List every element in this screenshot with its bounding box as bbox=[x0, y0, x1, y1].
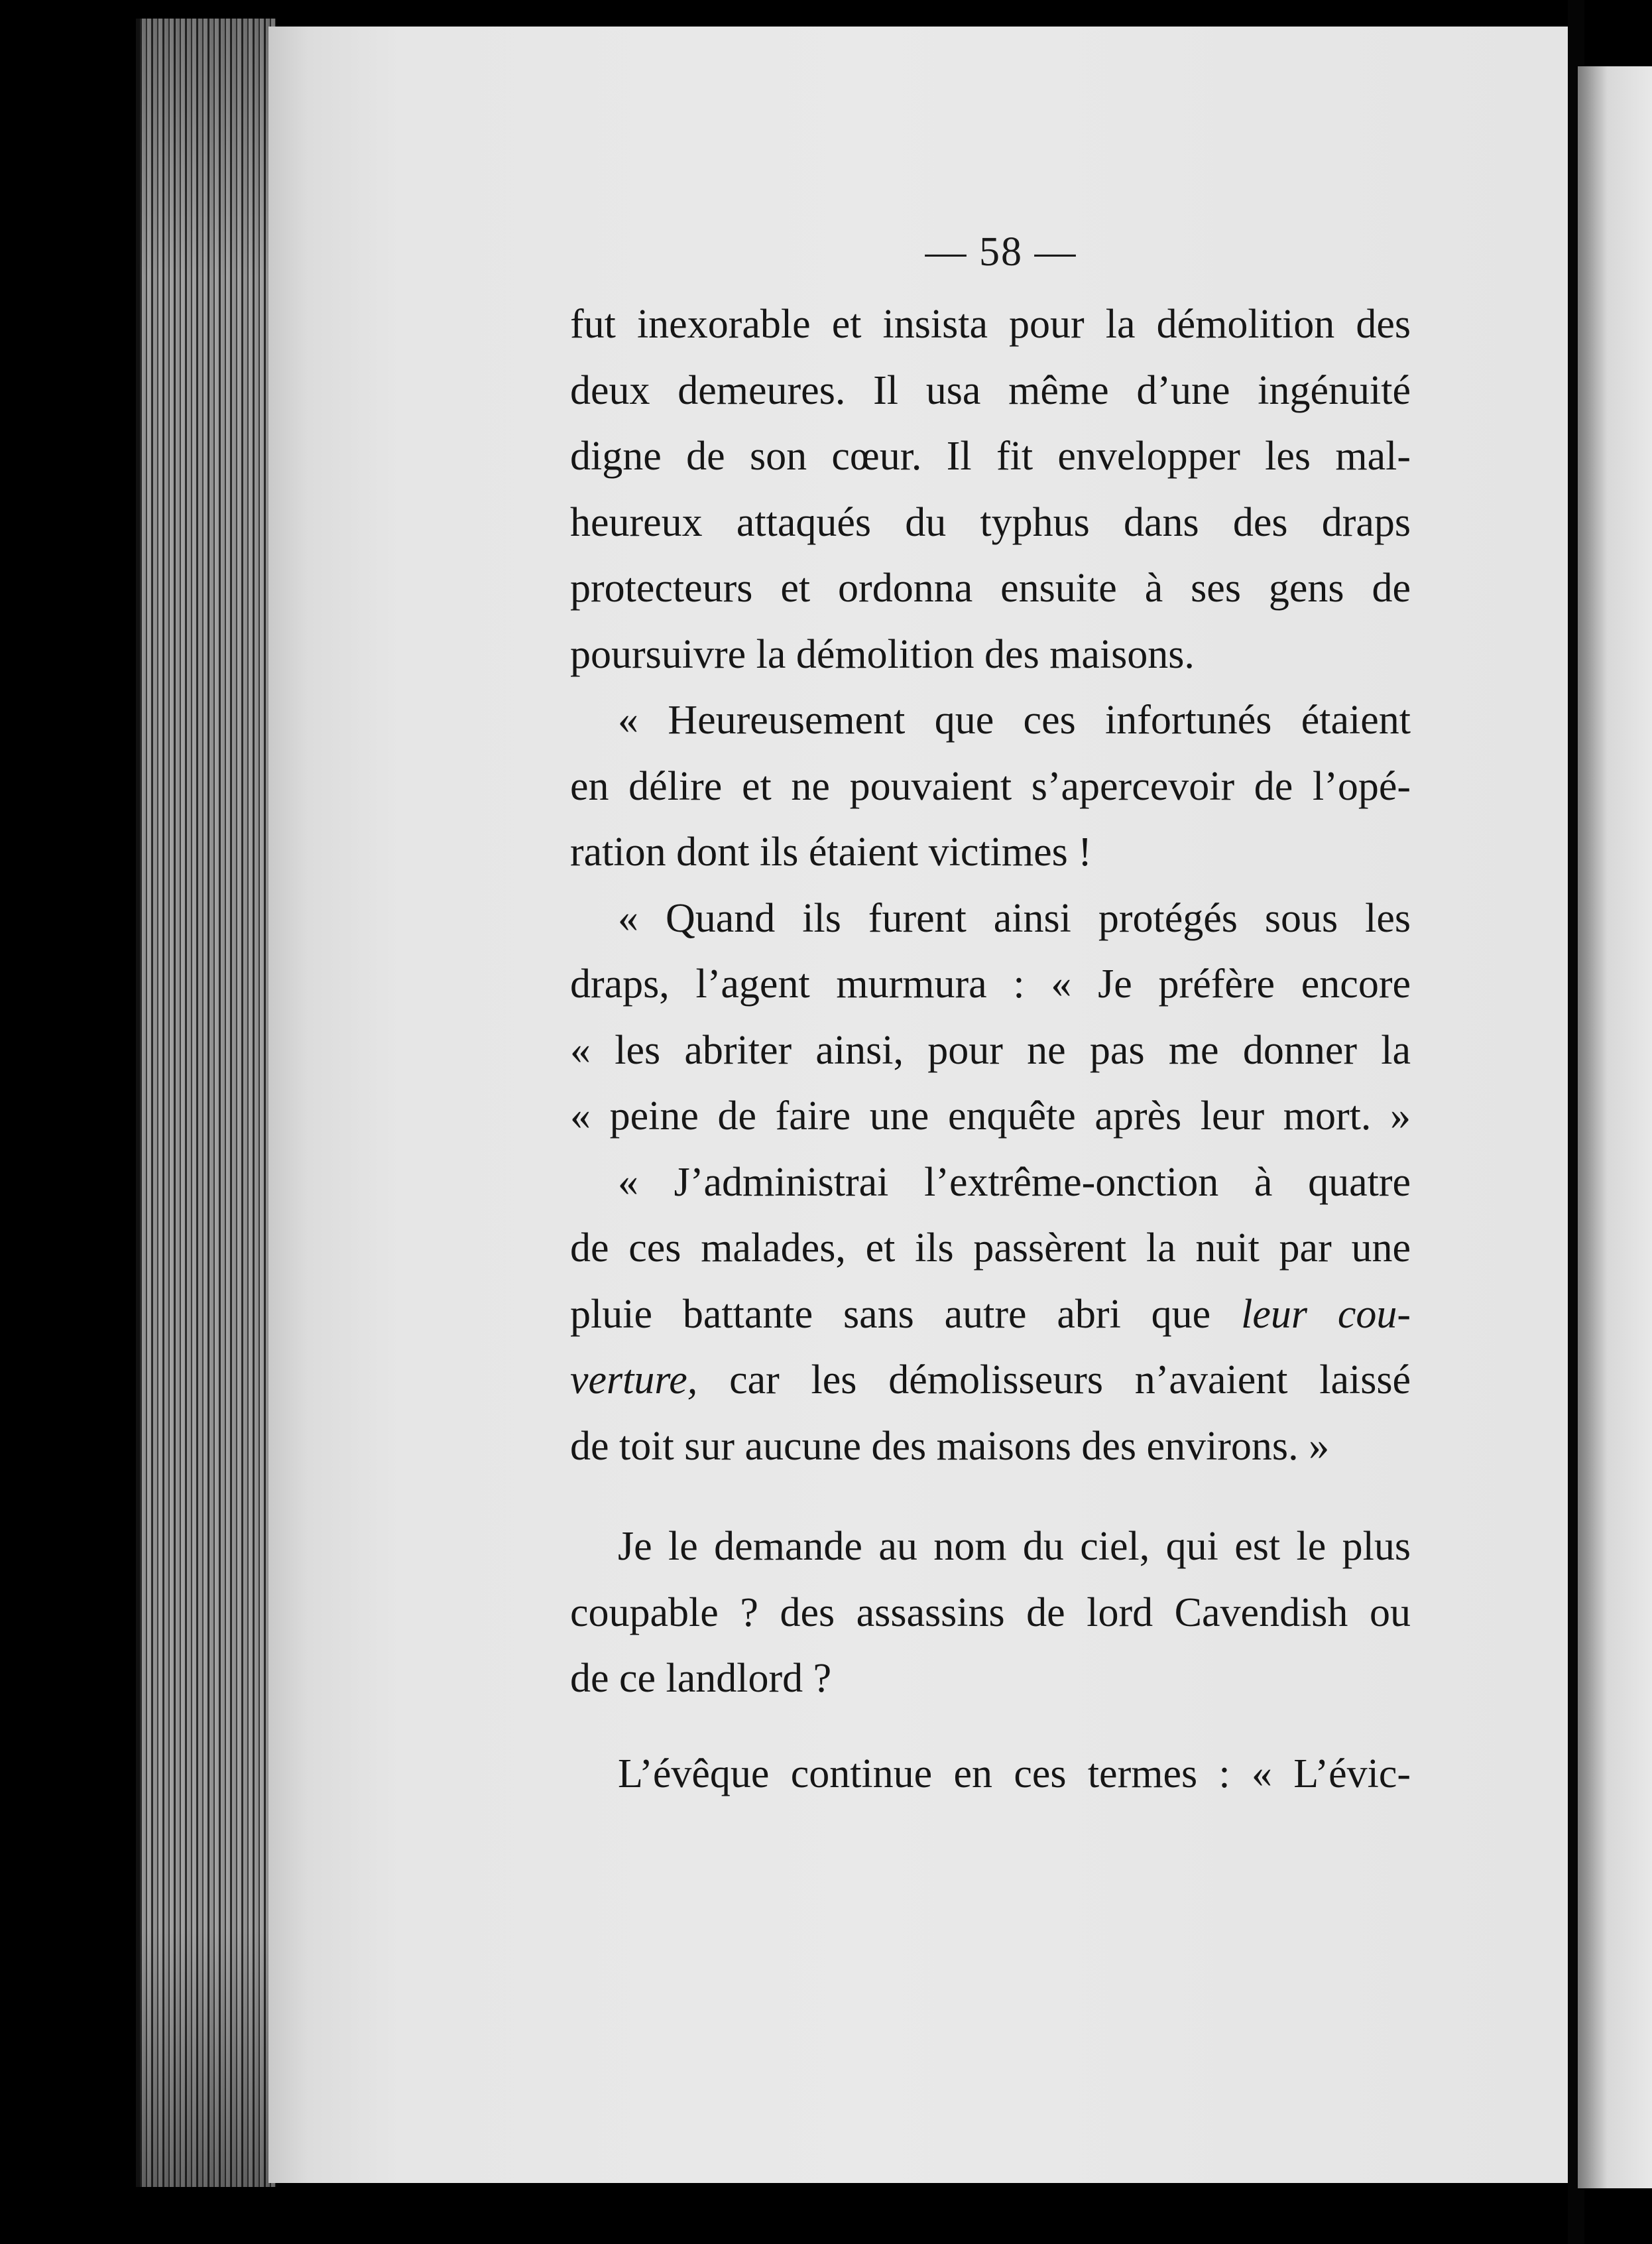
book-page-edges bbox=[136, 19, 276, 2187]
paragraph-gap bbox=[570, 1712, 1411, 1741]
text-line: poursuivre la démolition des maisons. bbox=[570, 631, 1195, 677]
paragraph-5 bbox=[570, 1514, 1411, 1712]
text-line: Je le demande au nom du ciel, qui est le plus bbox=[618, 1524, 1411, 1569]
paragraph-2 bbox=[570, 688, 1411, 886]
text-line: protecteurs et ordonna ensuite à ses gens de bbox=[570, 566, 1411, 611]
paragraph-6 bbox=[570, 1741, 1411, 1808]
text-line: « peine de faire une enquête après leur mort. » bbox=[570, 1093, 1411, 1139]
text-line: digne de son cœur. Il fit envelopper les mal- bbox=[570, 434, 1411, 479]
text-line: draps, l’agent murmura : « Je préfère encore bbox=[570, 962, 1411, 1007]
page-number: — 58 — bbox=[925, 229, 1077, 275]
text-line: « J’administrai l’extrême-onction à quatre bbox=[618, 1159, 1411, 1205]
adjacent-page-edge bbox=[1578, 66, 1652, 2188]
text-segment: pluie battante sans autre abri que bbox=[570, 1291, 1211, 1337]
text-segment: car les démolisseurs n’avaient laissé bbox=[729, 1357, 1411, 1402]
text-line: ration dont ils étaient victimes ! bbox=[570, 830, 1092, 875]
text-line: de toit sur aucune des maisons des environs. » bbox=[570, 1423, 1330, 1469]
text-line: « les abriter ainsi, pour ne pas me donner la bbox=[570, 1027, 1411, 1073]
text-line: de ce landlord ? bbox=[570, 1656, 832, 1701]
text-line-mixed bbox=[570, 1282, 1411, 1348]
text-line: « Heureusement que ces infortunés étaient bbox=[618, 698, 1411, 743]
text-line-mixed bbox=[570, 1347, 1411, 1414]
italic-text: leur cou- bbox=[1241, 1291, 1411, 1337]
page-body-text bbox=[570, 292, 1411, 1807]
paragraph-1 bbox=[570, 292, 1411, 688]
paragraph-3 bbox=[570, 886, 1411, 1150]
paragraph-gap bbox=[570, 1479, 1411, 1514]
text-line: heureux attaqués du typhus dans des draps bbox=[570, 499, 1411, 545]
text-line: deux demeures. Il usa même d’une ingénuité bbox=[570, 367, 1411, 413]
text-line: fut inexorable et insista pour la démolition des bbox=[570, 302, 1411, 347]
text-line: en délire et ne pouvaient s’apercevoir de l’opé- bbox=[570, 763, 1411, 809]
paragraph-4 bbox=[570, 1150, 1411, 1480]
text-line: « Quand ils furent ainsi protégés sous les bbox=[618, 895, 1411, 941]
italic-text: verture, bbox=[570, 1357, 698, 1402]
text-line: L’évêque continue en ces termes : « L’évic- bbox=[618, 1751, 1411, 1796]
text-line: coupable ? des assassins de lord Cavendish ou bbox=[570, 1590, 1411, 1635]
text-line: de ces malades, et ils passèrent la nuit par une bbox=[570, 1225, 1411, 1271]
